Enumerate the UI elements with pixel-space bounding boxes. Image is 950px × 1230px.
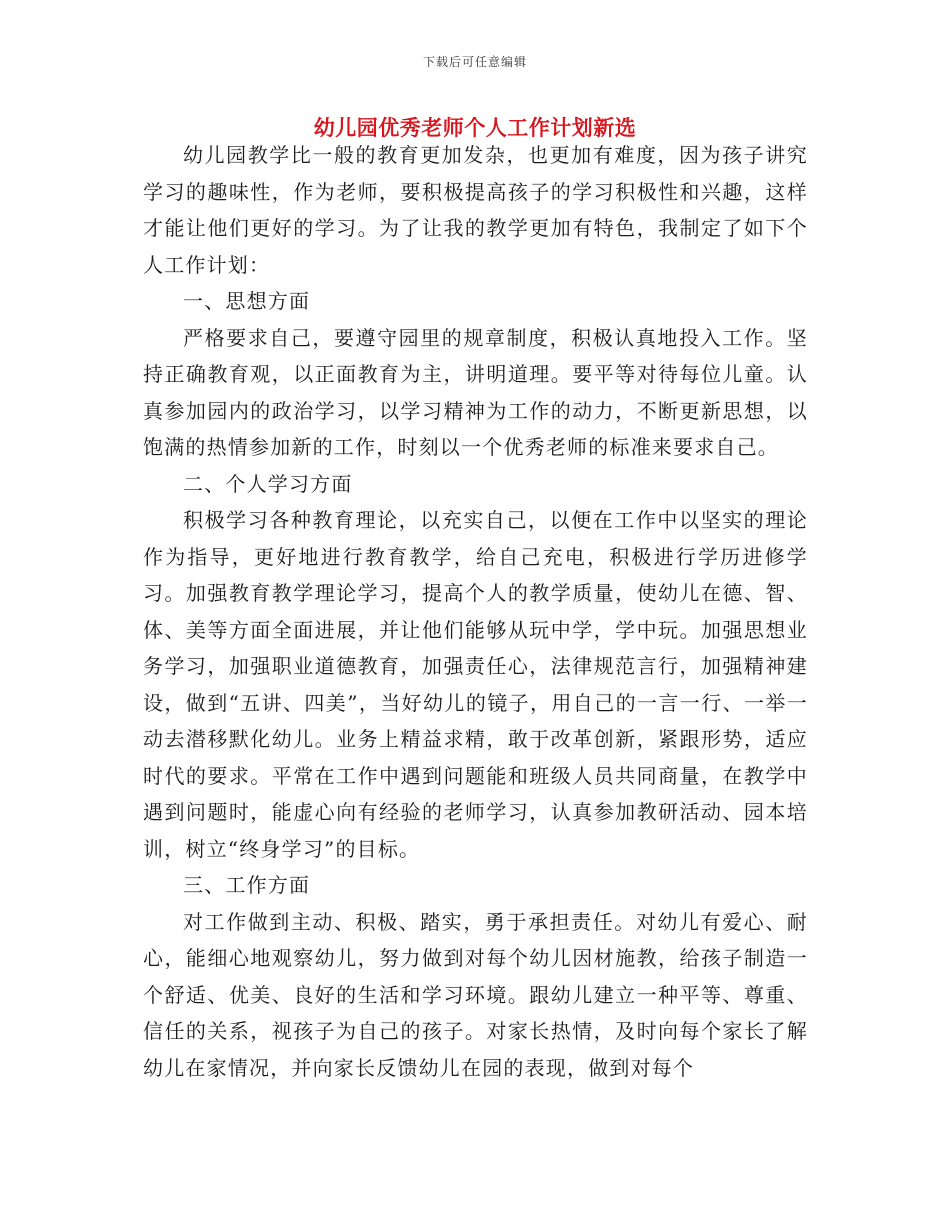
document-title: 幼儿园优秀老师个人工作计划新选 [313,116,637,140]
section-paragraph-work: 对工作做到主动、积极、踏实，勇于承担责任。对幼儿有爱心、耐心，能细心地观察幼儿，努力做到对每个幼儿因材施教，给孩子制造一个舒适、优美、良好的生活和学习环境。跟幼儿建立一种平等、尊重、信任的关系，视孩子为自己的孩子。对家长热情，及时向每个家长了解幼儿在家情况，并向家长反馈幼儿在园的表现，做到对每个 [143,909,808,1080]
intro-paragraph: 幼儿园教学比一般的教育更加发杂，也更加有难度，因为孩子讲究学习的趣味性，作为老师，要积极提高孩子的学习积极性和兴趣，这样才能让他们更好的学习。为了让我的教学更加有特色，我制定了如下个人工作计划： [143,143,808,277]
section-paragraph-thought: 严格要求自己，要遵守园里的规章制度，积极认真地投入工作。坚持正确教育观，以正面教育为主，讲明道理。要平等对待每位儿童。认真参加园内的政治学习，以学习精神为工作的动力，不断更新思想，以饱满的热情参加新的工作，时刻以一个优秀老师的标准来要求自己。 [143,325,808,459]
document-body [143,137,808,1086]
section-heading-personal-study: 二、个人学习方面 [183,471,353,496]
section-paragraph-personal-study: 积极学习各种教育理论，以充实自己，以便在工作中以坚实的理论作为指导，更好地进行教育教学，给自己充电，积极进行学历进修学习。加强教育教学理论学习，提高个人的教学质量，使幼儿在德、智、体、美等方面全面进展，并让他们能够从玩中学，学中玩。加强思想业务学习，加强职业道德教育，加强责任心，法律规范言行，加强精神建设，做到“五讲、四美”，当好幼儿的镜子，用自己的一言一行、一举一动去潜移默化幼儿。业务上精益求精，敢于改革创新，紧跟形势，适应时代的要求。平常在工作中遇到问题能和班级人员共同商量，在教学中遇到问题时，能虚心向有经验的老师学习，认真参加教研活动、园本培训，树立“终身学习”的目标。 [143,508,808,861]
header-note: 下载后可任意编辑 [422,55,527,69]
section-heading-thought: 一、思想方面 [183,289,311,313]
section-heading-work: 三、工作方面 [183,873,311,897]
